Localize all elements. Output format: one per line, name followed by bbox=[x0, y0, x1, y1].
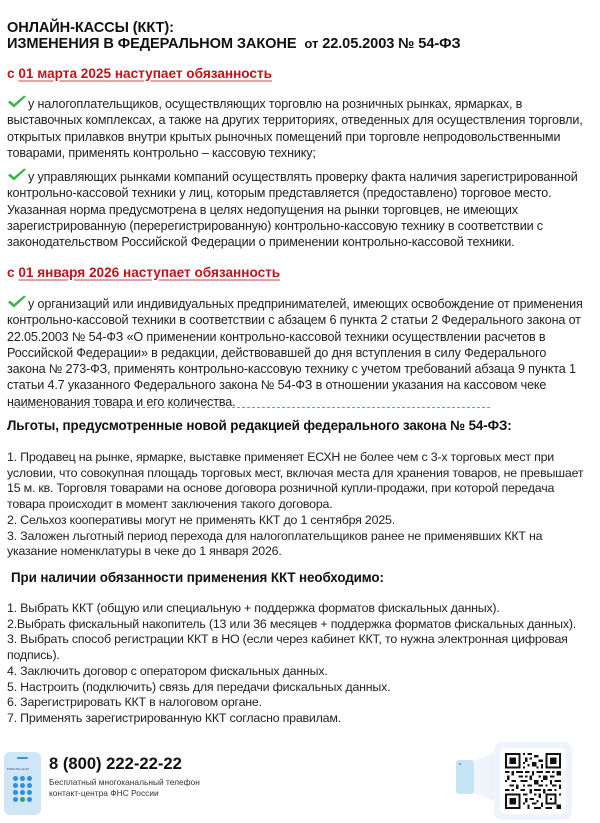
step-item: 2.Выбрать фискальный накопитель (13 или 36 месяцев + поддержка форматов фискальных данных). bbox=[7, 616, 576, 631]
deadline-suffix: наступает обязанность bbox=[119, 265, 281, 280]
obligation-text: у налогоплательщиков, осуществляющих торговлю на розничных рынках, ярмарках, в выставочных комплексах, а также на других территориях, отведенных для осуществления торговли, открытых прилавков внутри крытых рыночных помещений при торговле непродовольственными товарами, применять контрольно – кассовую технику; bbox=[7, 97, 583, 160]
keypad-icon bbox=[13, 776, 32, 802]
steps-list bbox=[7, 601, 592, 727]
checkmark-icon bbox=[7, 168, 27, 182]
deadline-date: 01 марта 2025 bbox=[18, 66, 112, 81]
step-item: 4. Заключить договор с оператором фискальных данных. bbox=[7, 663, 328, 678]
deadline-prefix: с bbox=[7, 265, 19, 280]
obligation-text: у организаций или индивидуальных предпринимателей, имеющих освобождение от применения контрольно-кассовой техники в соответствии с абзацем 6 пункта 2 статьи 2 Федерального закона от 22.05.2003 № 54-ФЗ «О применении контрольно-кассовой техники осуществлении расчетов в Российской Федерации» в редакции, действовавшей до дня вступления в силу Федерального закона № 273-ФЗ, применять контрольно-кассовую технику с учетом требований абзаца 9 пункта 1 статьи 4.7 указанного Федерального закона № 54-ФЗ в отношении указания на кассовом чеке наименования товара и его количества. bbox=[7, 297, 583, 409]
benefit-item: 2. Сельхоз кооперативы могут не применять ККТ до 1 сентября 2025. bbox=[7, 512, 395, 527]
obligation-item bbox=[7, 295, 587, 410]
deadline-heading-2026 bbox=[7, 265, 280, 280]
checkmark-icon bbox=[7, 95, 27, 109]
obligation-item bbox=[7, 168, 587, 250]
caption-line-1: Бесплатный многоканальный телефон bbox=[49, 777, 200, 787]
phone-icon-number: 8 800 222-22-22 bbox=[7, 767, 30, 771]
deadline-heading-2025 bbox=[7, 66, 272, 81]
benefit-item: 1. Продавец на рынке, ярмарке, выставке применяет ЕСХН не более чем с 3-х торговых мест при условии, что совокупная площадь торговых мест, включая места для хранения товаров, не превышает 15 м. кв. Торговля товарами на основе договора розничной купли-продажи, при которой передача товара происходит в момент заключения такого договора. bbox=[7, 450, 584, 512]
benefits-list bbox=[7, 450, 592, 560]
obligation-item bbox=[7, 95, 587, 161]
title-main: ИЗМЕНЕНИЯ В ФЕДЕРАЛЬНОМ ЗАКОНЕ bbox=[7, 36, 297, 52]
obligation-text: у управляющих рынками компаний осуществлять проверку факта наличия зарегистрированной контрольно-кассовой техники у лиц, которым представляется (предоставлено) торговое место. Указанная норма предусмотрена в целях недопущения на рынки торговцев, не имеющих зарегистрированную (перерегистрированную) контрольно-кассовую технику в соответствии с законодательством Российской Федерации о применении контрольно-кассовой техники. bbox=[7, 170, 578, 250]
title-from: от bbox=[304, 36, 319, 51]
page-title bbox=[7, 20, 461, 52]
phone-scan-icon bbox=[456, 760, 474, 794]
phone-speaker bbox=[17, 757, 28, 759]
checkmark-icon bbox=[7, 295, 27, 309]
dashed-divider bbox=[12, 407, 490, 408]
title-line-1: ОНЛАЙН-КАССЫ (ККТ): bbox=[7, 20, 174, 36]
step-item: 6. Зарегистрировать ККТ в налоговом органе. bbox=[7, 695, 262, 710]
deadline-prefix: с bbox=[7, 66, 19, 81]
caption-line-2: контакт-центра ФНС России bbox=[49, 788, 159, 798]
title-line-2 bbox=[7, 36, 461, 52]
steps-heading: При наличии обязанности применения ККТ необходимо: bbox=[11, 570, 384, 585]
deadline-date: 01 января 2026 bbox=[18, 265, 120, 280]
deadline-suffix: наступает обязанность bbox=[111, 66, 273, 81]
benefit-item: 3. Заложен льготный период перехода для налогоплательщиков ранее не применявших ККТ на указание номенклатуры в чеке до 1 января 2026. bbox=[7, 528, 543, 559]
hotline-caption bbox=[49, 777, 200, 799]
hotline-phone-number[interactable]: 8 (800) 222-22-22 bbox=[49, 754, 182, 773]
step-item: 1. Выбрать ККТ (общую или специальную + поддержка форматов фискальных данных). bbox=[7, 601, 500, 615]
qr-code-icon[interactable] bbox=[505, 753, 561, 809]
phone-icon bbox=[4, 752, 41, 815]
step-item: 7. Применять зарегистрированную ККТ согласно правилам. bbox=[7, 710, 341, 725]
step-item: 5. Настроить (подключить) связь для передачи фискальных данных. bbox=[7, 679, 391, 694]
scan-beam bbox=[474, 752, 496, 802]
step-item: 3. Выбрать способ регистрации ККТ в НО (если через кабинет ККТ, то нужна электронная цифровая подпись). bbox=[7, 632, 568, 663]
benefits-heading: Льготы, предусмотренные новой редакцией федерального закона № 54-ФЗ: bbox=[7, 418, 512, 433]
title-law: 22.05.2003 № 54-ФЗ bbox=[322, 36, 461, 52]
